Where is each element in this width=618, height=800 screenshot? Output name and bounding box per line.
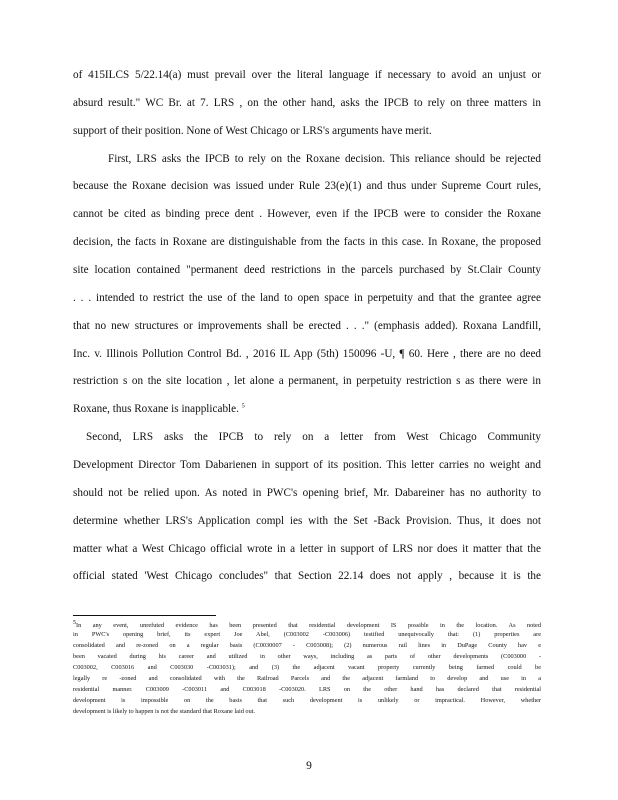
body-line-text: Roxane, thus Roxane is inapplicable. <box>73 403 239 415</box>
body-line <box>73 403 541 415</box>
footnote-line: in PWC's opening brief, its expert Joe Abel, (C003002 -C003006) testified unequivocally that: (1) properties are <box>73 631 541 638</box>
body-line: decision, the facts in Roxane are distinguishable from the facts in this case. In Roxane, the proposed <box>73 236 541 248</box>
footnote-line <box>73 620 541 629</box>
footnote-reference: 5 <box>241 403 245 410</box>
body-line: support of their position. None of West Chicago or LRS's arguments have merit. <box>73 125 432 137</box>
body-line: should not be relied upon. As noted in PWC's opening brief, Mr. Dabareiner has no authority to <box>73 487 541 499</box>
body-line: because the Roxane decision was issued under Rule 23(e)(1) and thus under Supreme Court rules, <box>73 180 541 192</box>
footnote-line: been vacated during his career and utilized in other ways, including as parts of other developments (C003000 - <box>73 653 541 660</box>
footnote-text: In any event, unrefuted evidence has been presented that residential development IS possible in the location. As noted <box>76 622 541 630</box>
footnote-line: development is impossible on the basis that such development is unlikely or impractical. However, whether <box>73 697 541 704</box>
page-number: 9 <box>306 760 312 772</box>
body-line: restriction s on the site location , let alone a permanent, in perpetuity restriction s as there were in <box>73 375 541 387</box>
body-line: Inc. v. Illinois Pollution Control Bd. , 2016 IL App (5th) 150096 -U, ¶ 60. Here , there are no deed <box>73 348 541 360</box>
footnote-marker: 5 <box>73 620 76 626</box>
body-line: cannot be cited as binding prece dent . However, even if the IPCB were to consider the Roxane <box>73 208 541 220</box>
footnote-separator <box>73 615 216 616</box>
footnote-line: residential manner. C003009 -C003011 and C003018 -C003020. LRS on the other hand has declared that residential <box>73 686 541 693</box>
body-line: . . . intended to restrict the use of the land to open space in perpetuity and that the grantee agree <box>73 292 541 304</box>
body-line: Second, LRS asks the IPCB to rely on a letter from West Chicago Community <box>86 431 541 443</box>
body-line: determine whether LRS's Application compl ies with the Set -Back Provision. Thus, it does not <box>73 515 541 527</box>
body-line: matter what a West Chicago official wrote in a letter in support of LRS nor does it matter that the <box>73 543 541 555</box>
body-line: Development Director Tom Dabarienen in support of its position. This letter carries no weight and <box>73 459 541 471</box>
body-line: official stated 'West Chicago concludes" that Section 22.14 does not apply , because it is the <box>73 570 541 582</box>
body-line: site location contained "permanent deed restrictions in the parcels purchased by St.Clair County <box>73 264 541 276</box>
body-line: First, LRS asks the IPCB to rely on the Roxane decision. This reliance should be rejected <box>108 153 541 165</box>
footnote-line: legally re -zoned and consolidated with the Railroad Parcels and the adjacent farmland to develop and use in a <box>73 675 541 682</box>
footnote-line: consolidated and re-zoned on a regular basis (C0030007 - C003008); (2) numerous rail lines in DuPage County hav e <box>73 642 541 649</box>
body-line: of 415ILCS 5/22.14(a) must prevail over the literal language if necessary to avoid an unjust or <box>73 69 541 81</box>
footnote-line: development is likely to happen is not the standard that Roxane laid out. <box>73 708 256 715</box>
body-line: absurd result." WC Br. at 7. LRS , on the other hand, asks the IPCB to rely on three matters in <box>73 97 541 109</box>
body-line: that no new structures or improvements shall be erected . . ." (emphasis added). Roxana Landfill, <box>73 320 541 332</box>
footnote-line: C003002, C003016 and C003030 -C003031); and (3) the adjacent vacant property currently being farmed could be <box>73 664 541 671</box>
